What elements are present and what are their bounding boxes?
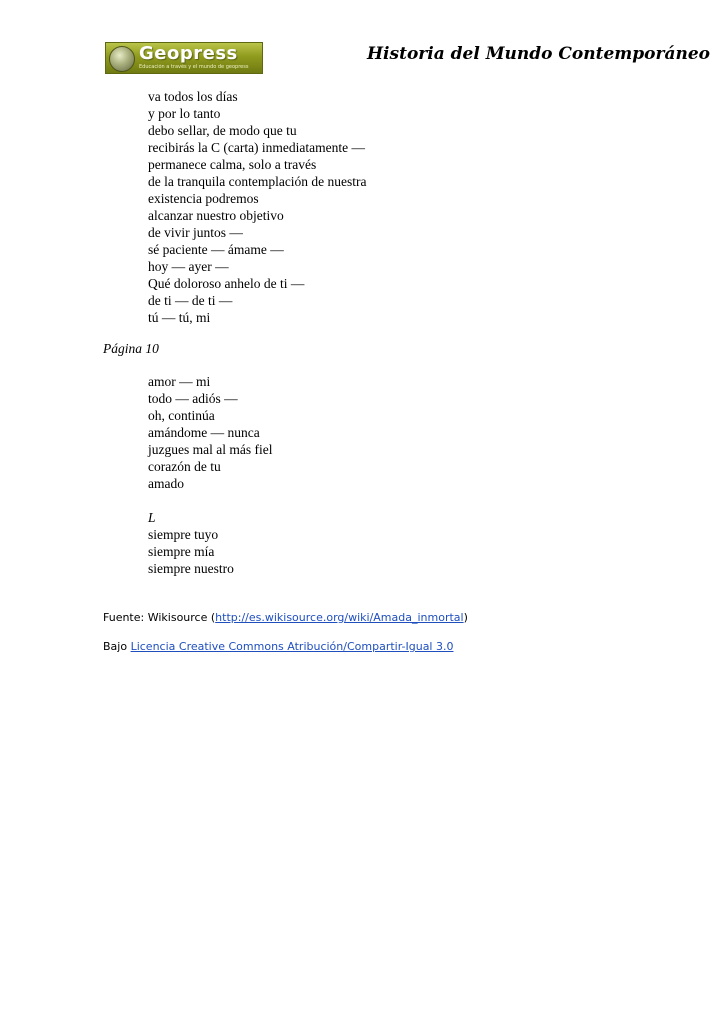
page-number-marker: Página 10 — [103, 341, 159, 356]
poem-line: y por lo tanto — [148, 106, 221, 121]
source-link[interactable]: http://es.wikisource.org/wiki/Amada_inmortal — [215, 611, 464, 624]
poem-line: hoy — ayer — — [148, 259, 229, 274]
source-prefix: Fuente: Wikisource ( — [103, 611, 216, 624]
poem-line: todo — adiós — — [148, 391, 238, 406]
poem-line: va todos los días — [148, 89, 238, 104]
poem-line: corazón de tu — [148, 459, 221, 474]
poem-line: siempre nuestro — [148, 561, 234, 576]
poem-line: amor — mi — [148, 374, 211, 389]
header-divider — [105, 76, 683, 77]
poem-line: oh, continúa — [148, 408, 215, 423]
poem-line: amado — [148, 476, 184, 491]
poem-line: siempre mía — [148, 544, 215, 559]
header-title: Historia del Mundo Contemporáneo — [367, 44, 710, 64]
poem-line: existencia podremos — [148, 191, 259, 206]
globe-icon — [109, 46, 135, 72]
poem-line: de vivir juntos — — [148, 225, 243, 240]
poem-line: amándome — nunca — [148, 425, 260, 440]
signature-initial: L — [148, 510, 156, 525]
poem-line: permanece calma, solo a través — [148, 157, 317, 172]
poem-signature-block — [148, 509, 234, 577]
poem-line: recibirás la C (carta) inmediatamente — — [148, 140, 366, 155]
geopress-logo[interactable] — [105, 42, 263, 74]
poem-line: de la tranquila contemplación de nuestra — [148, 174, 367, 189]
poem-line: siempre tuyo — [148, 527, 219, 542]
license-prefix: Bajo — [103, 640, 131, 653]
poem-line: debo sellar, de modo que tu — [148, 123, 297, 138]
poem-line: alcanzar nuestro objetivo — [148, 208, 284, 223]
source-citation — [103, 611, 468, 624]
poem-stanza-2 — [148, 373, 272, 492]
poem-line: juzgues mal al más fiel — [148, 442, 273, 457]
poem-line: sé paciente — ámame — — [148, 242, 284, 257]
source-suffix: ) — [463, 611, 468, 624]
poem-line: Qué doloroso anhelo de ti — — [148, 276, 305, 291]
logo-text: Geopress — [139, 43, 238, 64]
logo-tagline: Educación a través y el mundo de geopress — [139, 64, 249, 70]
poem-line: de ti — de ti — — [148, 293, 233, 308]
poem-stanza-1 — [148, 88, 367, 326]
license-link[interactable]: Licencia Creative Commons Atribución/Compartir-Igual 3.0 — [130, 640, 454, 653]
license-notice — [103, 640, 453, 653]
poem-line: tú — tú, mi — [148, 310, 211, 325]
